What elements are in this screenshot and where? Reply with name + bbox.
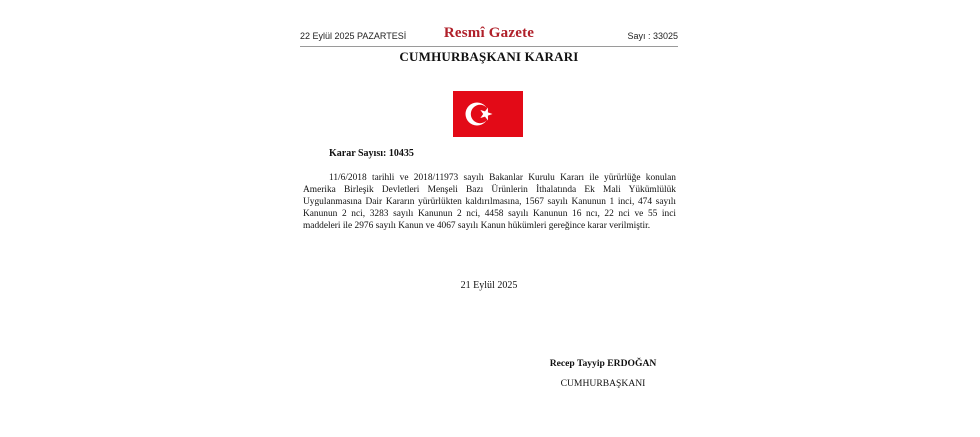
signer-name: Recep Tayyip ERDOĞAN xyxy=(549,358,657,369)
header-date: 22 Eylül 2025 PAZARTESİ xyxy=(300,31,407,41)
document-title: CUMHURBAŞKANI KARARI xyxy=(399,49,579,64)
issue-number: Sayı : 33025 xyxy=(627,31,678,41)
decision-body: 11/6/2018 tarihli ve 2018/11973 sayılı Bakanlar Kurulu Kararı ile yürürlüğe konulan Amerika Birleşik Devletleri Menşeli Bazı Ürünlerin İthalatında Ek Mali Yükümlülük Uygulanmasına Dair Kararın yürürlükten kaldırılmasına, 1567 sayılı Kanunun 1 inci, 474 sayılı Kanunun 2 nci, 3283 sayılı Kanunun 2 nci, 4458 sayılı Kanunun 16 ncı, 22 nci ve 55 inci maddeleri ile 2976 sayılı Kanun ve 4067 sayılı Kanun hükümleri gereğince karar verilmiştir. xyxy=(303,173,676,231)
gazette-title: Resmî Gazete xyxy=(443,25,535,41)
signer-title: CUMHURBAŞKANI xyxy=(560,378,646,389)
gazette-header xyxy=(300,24,678,47)
decision-date: 21 Eylül 2025 xyxy=(460,280,518,291)
turkish-flag-icon xyxy=(453,91,523,137)
decision-number: Karar Sayısı: 10435 xyxy=(329,148,414,159)
